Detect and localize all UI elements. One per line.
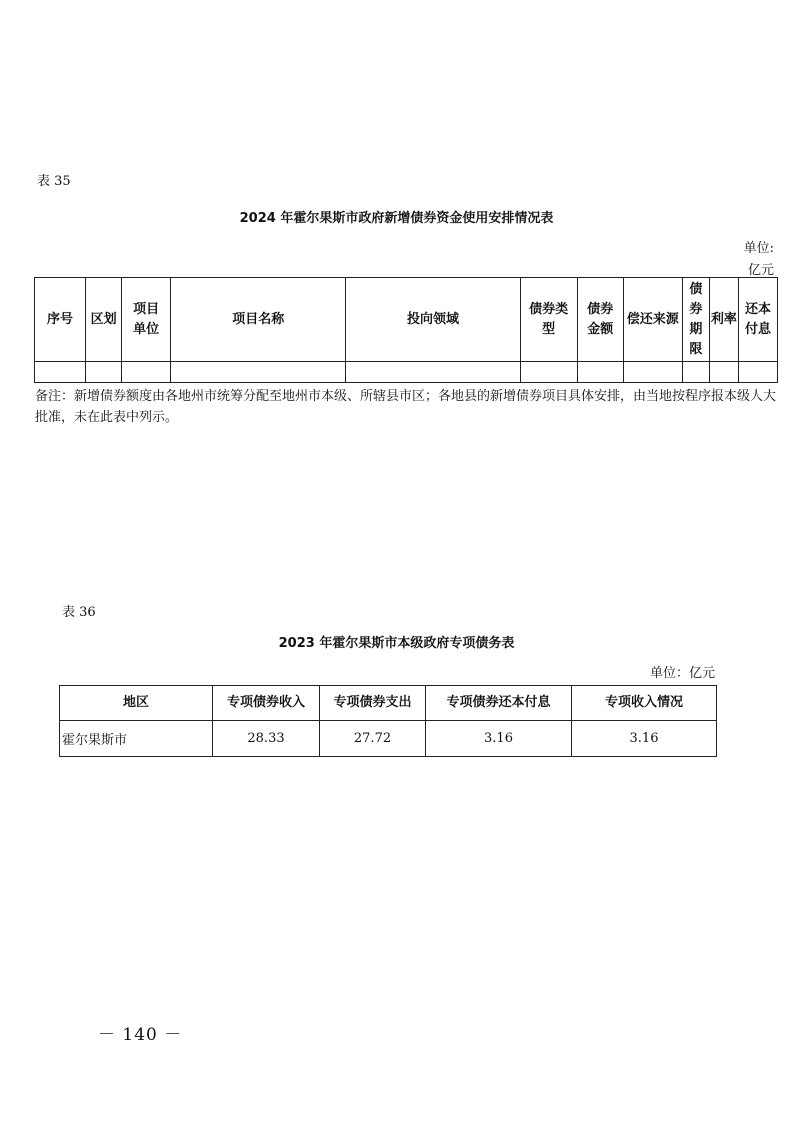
table36-unit: 单位：亿元 xyxy=(649,666,715,681)
table35-label: 表 35 xyxy=(37,174,71,189)
table-row xyxy=(35,362,778,383)
empty-cell xyxy=(35,362,86,383)
table35-unit-line2: 亿元 xyxy=(747,263,774,278)
empty-cell xyxy=(577,362,623,383)
region-cell: 霍尔果斯市 xyxy=(60,721,213,757)
header-cell: 区划 xyxy=(86,278,122,362)
empty-cell xyxy=(86,362,122,383)
header-cell: 偿还来源 xyxy=(623,278,682,362)
expense-cell: 27.72 xyxy=(320,721,426,757)
header-cell: 项目单位 xyxy=(122,278,171,362)
table35 xyxy=(34,277,778,383)
table35-unit-line1: 单位: xyxy=(743,241,774,256)
empty-cell xyxy=(122,362,171,383)
header-cell: 还本付息 xyxy=(738,278,777,362)
empty-cell xyxy=(623,362,682,383)
header-cell: 地区 xyxy=(60,686,213,721)
header-cell: 专项债券收入 xyxy=(213,686,320,721)
income-cell: 28.33 xyxy=(213,721,320,757)
empty-cell xyxy=(346,362,520,383)
header-cell: 投向领域 xyxy=(346,278,520,362)
empty-cell xyxy=(520,362,577,383)
table36 xyxy=(59,685,717,757)
header-cell: 债券期限 xyxy=(682,278,709,362)
empty-cell xyxy=(171,362,346,383)
repayment-cell: 3.16 xyxy=(426,721,572,757)
page-number: － 140 － xyxy=(98,1025,183,1045)
empty-cell xyxy=(738,362,777,383)
header-cell: 利率 xyxy=(709,278,738,362)
table35-header-row xyxy=(35,278,778,362)
header-cell: 专项债券支出 xyxy=(320,686,426,721)
table35-note: 备注：新增债券额度由各地州市统筹分配至地州市本级、所辖县市区；各地县的新增债券项目具体安排，由当地按程序报本级人大批准，未在此表中列示。 xyxy=(35,389,777,425)
special-income-cell: 3.16 xyxy=(572,721,717,757)
header-cell: 债券类型 xyxy=(520,278,577,362)
header-cell: 专项收入情况 xyxy=(572,686,717,721)
header-cell: 专项债券还本付息 xyxy=(426,686,572,721)
empty-cell xyxy=(709,362,738,383)
table36-header-row xyxy=(60,686,717,721)
header-cell: 债券金额 xyxy=(577,278,623,362)
empty-cell xyxy=(682,362,709,383)
table36-title: 2023 年霍尔果斯市本级政府专项债务表 xyxy=(278,636,515,651)
table35-title: 2024 年霍尔果斯市政府新增债券资金使用安排情况表 xyxy=(239,211,554,226)
header-cell: 序号 xyxy=(35,278,86,362)
table-row xyxy=(60,721,717,757)
header-cell: 项目名称 xyxy=(171,278,346,362)
table36-label: 表 36 xyxy=(62,605,96,620)
